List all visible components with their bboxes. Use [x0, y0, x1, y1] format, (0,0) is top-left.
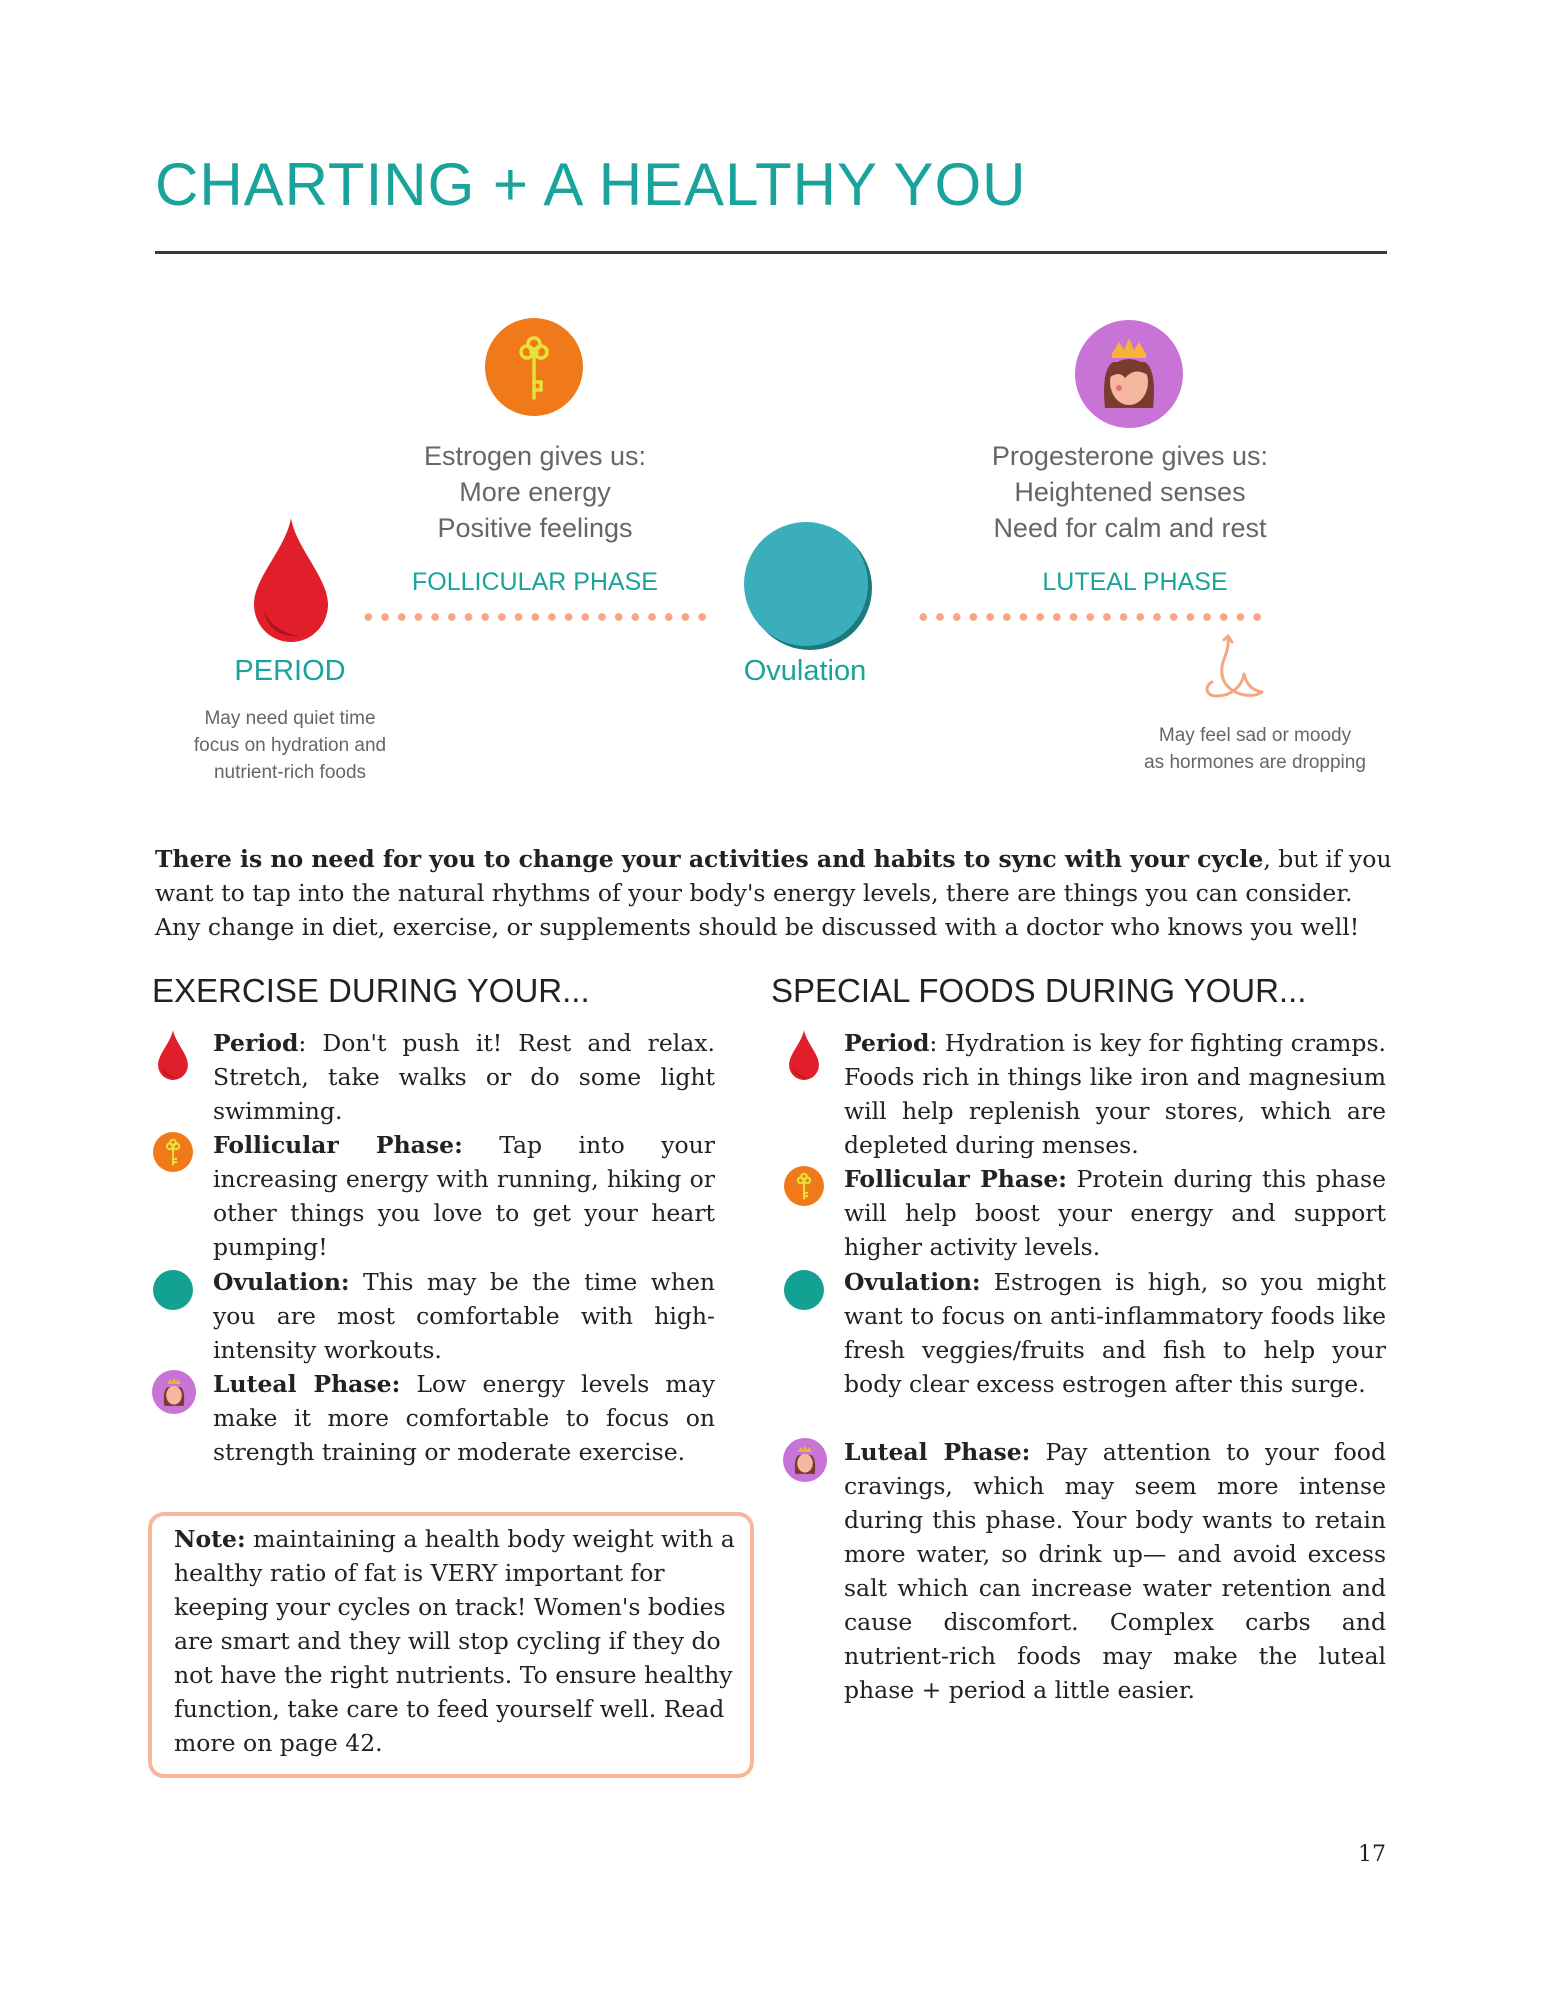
progesterone-benefits — [960, 438, 1300, 546]
foods-item-period: Period: Hydration is key for fighting cramps. Foods rich in things like iron and magnesium will help replenish your stores, which are depleted during menses. — [844, 1029, 1386, 1159]
luteal-note-line-1: May feel sad or moody — [1158, 725, 1352, 746]
foods-item-follicular: Follicular Phase: Protein during this phase will help boost your energy and support higher activity levels. — [844, 1165, 1386, 1261]
blood-drop-icon — [789, 1030, 819, 1080]
estrogen-benefits — [380, 438, 690, 546]
key-icon — [153, 1132, 193, 1172]
queen-icon — [1075, 320, 1183, 428]
key-icon — [784, 1166, 824, 1206]
follicular-dotted-line — [360, 613, 710, 621]
luteal-phase-label: LUTEAL PHASE — [1042, 568, 1228, 596]
page-number: 17 — [1358, 1842, 1386, 1867]
queen-icon — [783, 1438, 827, 1482]
progesterone-line-1: Heightened senses — [1014, 477, 1246, 507]
period-note-line-3: nutrient-rich foods — [213, 762, 367, 783]
title-divider — [155, 251, 1387, 254]
luteal-dotted-line — [915, 613, 1265, 621]
queen-icon — [152, 1370, 196, 1414]
foods-item-luteal: Luteal Phase: Pay attention to your food cravings, which may seem more intense during this phase. Your body wants to retain more water, so drink up— and avoid excess salt which can increase water retention and cause discomfort. Complex carbs and nutrient-rich foods may make the luteal phase + period a little easier. — [844, 1438, 1386, 1704]
intro-bold: There is no need for you to change your activities and habits to sync with your cycle — [155, 845, 1264, 873]
progesterone-heading: Progesterone gives us: — [991, 441, 1269, 471]
foods-heading: SPECIAL FOODS DURING YOUR... — [771, 972, 1307, 1009]
blood-drop-icon — [158, 1030, 188, 1080]
intro-paragraph — [155, 842, 1405, 944]
exercise-item-luteal: Luteal Phase: Low energy levels may make it more comfortable to focus on strength training or moderate exercise. — [213, 1370, 715, 1466]
period-note — [150, 705, 430, 786]
luteal-note — [1110, 722, 1400, 776]
note-body: maintaining a health body weight with a healthy ratio of fat is VERY important for keeping your cycles on track! Women's bodies are smart and they will stop cycling if they do not have the right nutrients. To ensure healthy function, take care to feed yourself well. Read more on page 42. — [174, 1525, 735, 1757]
exercise-item-follicular: Follicular Phase: Tap into your increasing energy with running, hiking or other things you love to get your heart pumping! — [213, 1131, 715, 1261]
estrogen-line-2: Positive feelings — [437, 513, 633, 543]
key-icon — [485, 318, 583, 416]
ovum-circle-icon — [153, 1270, 193, 1310]
note-text — [174, 1522, 744, 1760]
exercise-item-ovulation: Ovulation: This may be the time when you are most comfortable with high-intensity workouts. — [213, 1268, 715, 1364]
estrogen-heading: Estrogen gives us: — [423, 441, 647, 471]
estrogen-line-1: More energy — [459, 477, 611, 507]
ovum-circle-icon — [742, 520, 874, 652]
note-bold: Note: — [174, 1525, 246, 1553]
luteal-note-line-2: as hormones are dropping — [1144, 752, 1366, 773]
page-title: CHARTING + A HEALTHY YOU — [155, 151, 1027, 218]
period-note-line-1: May need quiet time — [204, 708, 376, 729]
curved-arrow-icon — [1202, 634, 1266, 704]
exercise-item-period: Period: Don't push it! Rest and relax. Stretch, take walks or do some light swimming. — [213, 1029, 715, 1125]
ovum-circle-icon — [784, 1270, 824, 1310]
follicular-phase-label: FOLLICULAR PHASE — [412, 568, 658, 596]
progesterone-line-2: Need for calm and rest — [993, 513, 1267, 543]
intro-rest: , but if you want to tap into the natural rhythms of your body's energy levels, there are things you can consider. Any change in diet, exercise, or supplements should be discussed with a doctor who knows you well! — [155, 845, 1392, 941]
period-note-line-2: focus on hydration and — [193, 735, 387, 756]
period-label: PERIOD — [234, 655, 346, 687]
ovulation-label: Ovulation — [743, 655, 867, 687]
foods-item-ovulation: Ovulation: Estrogen is high, so you might want to focus on anti-inflammatory foods like fresh veggies/fruits and fish to help your body clear excess estrogen after this surge. — [844, 1268, 1386, 1398]
blood-drop-icon — [254, 518, 328, 642]
exercise-heading: EXERCISE DURING YOUR... — [152, 972, 590, 1009]
